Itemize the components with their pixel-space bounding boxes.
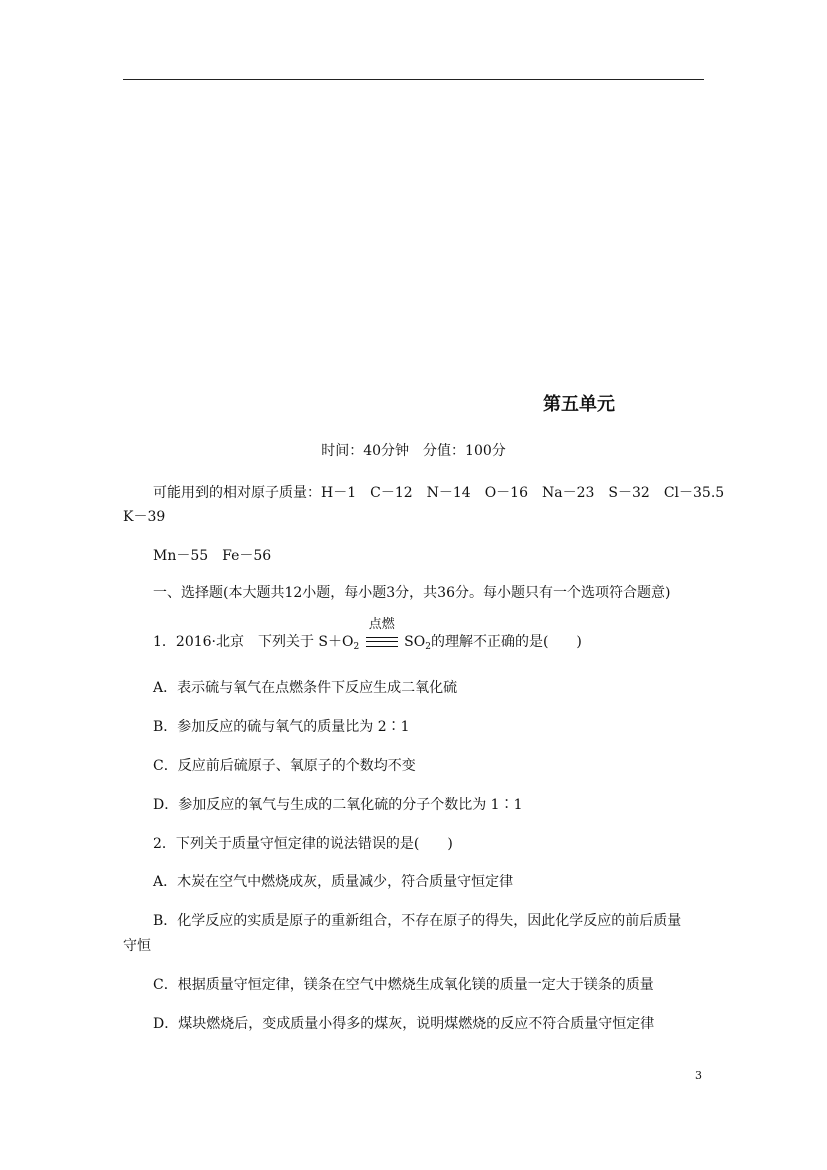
q1-option-b: B．参加反应的硫与氧气的质量比为 2∶1 [153, 719, 410, 735]
q1-option-a: A．表示硫与氧气在点燃条件下反应生成二氧化硫 [153, 680, 458, 696]
atomic-masses-line-2: K－39 [123, 509, 166, 525]
question-1-stem [153, 617, 582, 657]
q2-option-b-line-1: B．化学反应的实质是原子的重新组合，不存在原子的得失，因此化学反应的前后质量 [153, 913, 682, 929]
section-title: 一、选择题(本大题共12小题，每小题3分，共36分。每小题只有一个选项符合题意) [153, 585, 671, 601]
q1-option-c: C．反应前后硫原子、氧原子的个数均不变 [153, 758, 416, 774]
unit-title: 第五单元 [543, 394, 615, 415]
reaction-equals-sign [366, 617, 398, 652]
q2-option-d: D．煤块燃烧后，变成质量小得多的煤灰，说明煤燃烧的反应不符合质量守恒定律 [153, 1016, 655, 1032]
triple-line-icon [366, 637, 398, 647]
header-rule [123, 79, 704, 80]
q1-prefix: 1．2016·北京 下列关于 S＋O [153, 634, 354, 650]
q1-o2-subscript: 2 [353, 642, 360, 652]
q1-option-d: D．参加反应的氧气与生成的二氧化硫的分子个数比为 1∶1 [153, 797, 523, 813]
q1-product-subscript: 2 [425, 642, 431, 652]
q1-product: SO [404, 634, 426, 650]
q2-option-b-line-2: 守恒 [123, 938, 151, 954]
q1-suffix: 的理解不正确的是( ) [430, 634, 582, 650]
reaction-condition: 点燃 [368, 617, 395, 632]
question-2-stem: 2．下列关于质量守恒定律的说法错误的是( ) [153, 836, 453, 852]
atomic-masses-line-3: Mn－55 Fe－56 [153, 548, 272, 564]
page-number: 3 [695, 1069, 702, 1082]
q2-option-c: C．根据质量守恒定律，镁条在空气中燃烧生成氧化镁的质量一定大于镁条的质量 [153, 977, 654, 993]
exam-info: 时间：40分钟 分值：100分 [321, 443, 506, 459]
q2-option-a: A．木炭在空气中燃烧成灰，质量减少，符合质量守恒定律 [153, 874, 514, 890]
atomic-masses-line-1: 可能用到的相对原子质量：H－1 C－12 N－14 O－16 Na－23 S－32 Cl－35.5 [153, 485, 725, 501]
